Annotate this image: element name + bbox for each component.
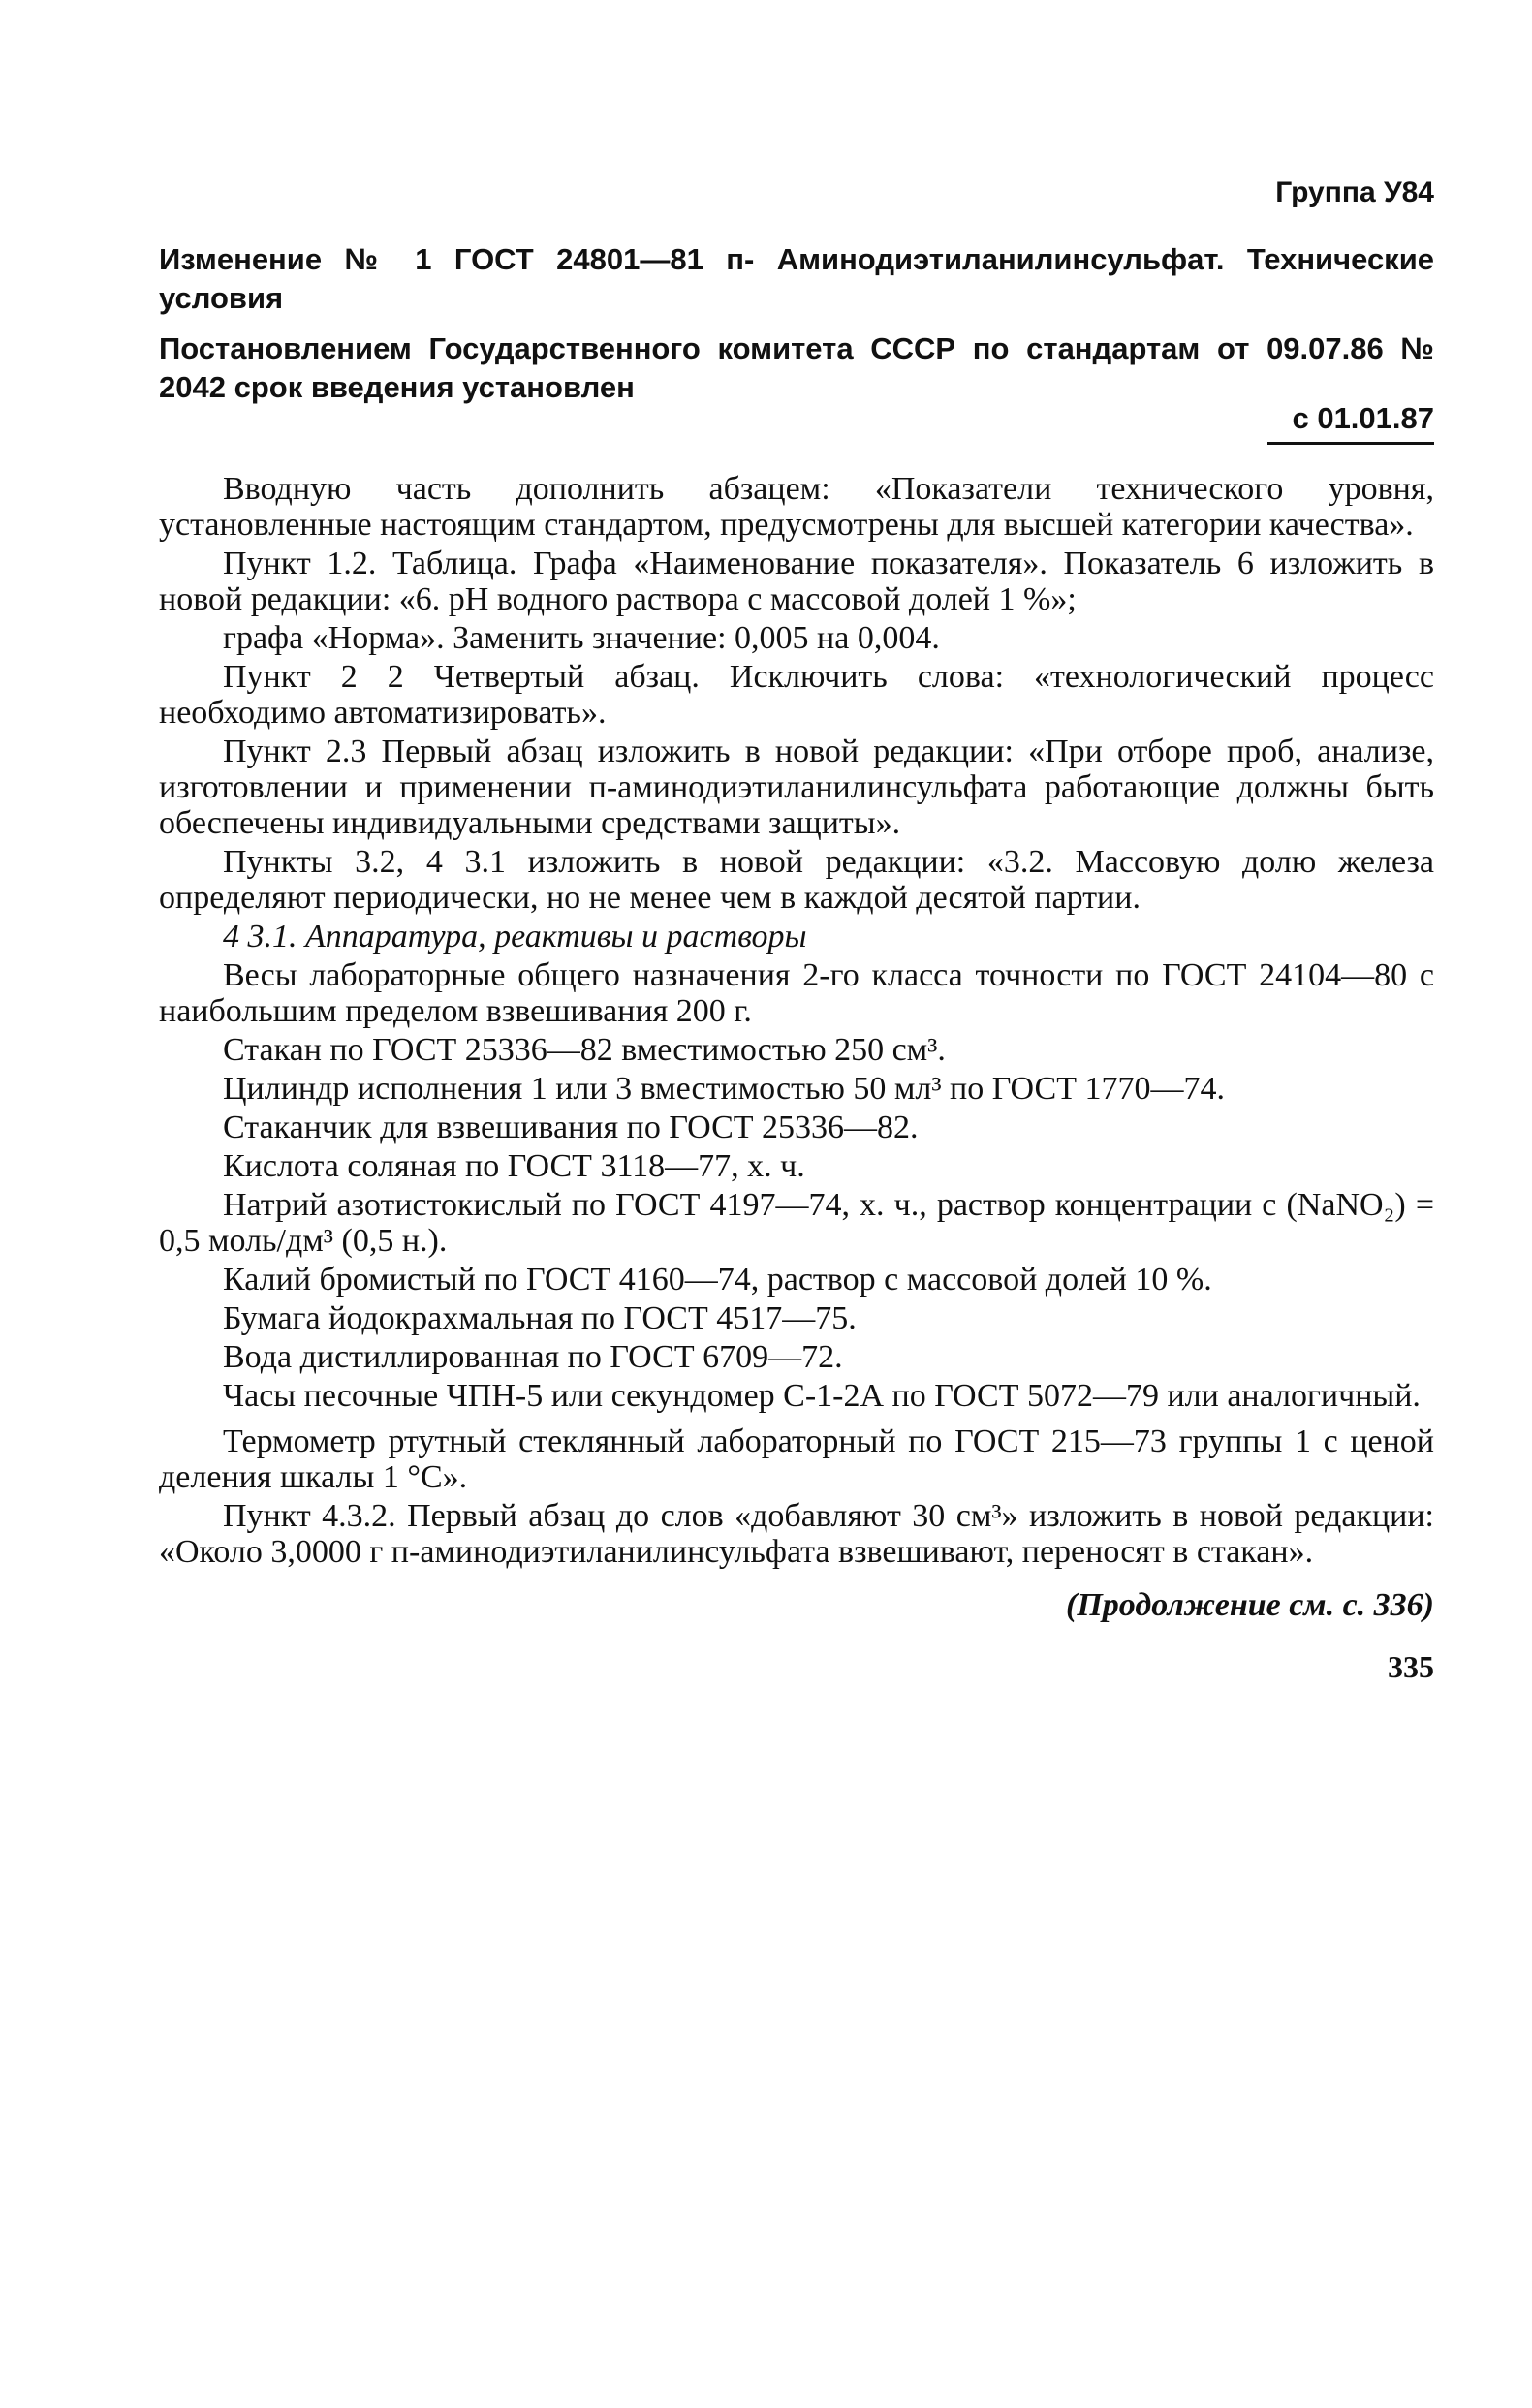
paragraph-1-2: Пункт 1.2. Таблица. Графа «Наименование показателя». Показатель 6 изложить в новой редакции: «6. pH водного раствора с массовой долей 1 %»; bbox=[159, 546, 1434, 617]
group-code: Группа У84 bbox=[1275, 176, 1434, 208]
list-item-starch-paper: Бумага йодокрахмальная по ГОСТ 4517—75. bbox=[223, 1300, 857, 1336]
paragraph-intro: Вводную часть дополнить абзацем: «Показатели технического уровня, установленные настоящим стандартом, предусмотрены для высшей категории качества». bbox=[159, 471, 1434, 543]
page-number: 335 bbox=[1388, 1649, 1434, 1684]
list-item-potassium-bromide: Калий бромистый по ГОСТ 4160—74, раствор с массовой долей 10 %. bbox=[223, 1262, 1212, 1298]
list-item-hydrochloric-acid: Кислота соляная по ГОСТ 3118—77, х. ч. bbox=[223, 1148, 805, 1184]
list-item-thermometer: Термометр ртутный стеклянный лабораторный по ГОСТ 215—73 группы 1 с ценой деления шкалы 1 °С». bbox=[159, 1423, 1434, 1495]
list-item-cylinder: Цилиндр исполнения 1 или 3 вместимостью 50 мл³ по ГОСТ 1770—74. bbox=[223, 1071, 1225, 1107]
paragraph-3-2: Пункты 3.2, 4 3.1 изложить в новой редакции: «3.2. Массовую долю железа определяют периодически, но не менее чем в каждой десятой партии. bbox=[159, 844, 1434, 916]
amendment-body bbox=[159, 471, 1434, 1573]
list-item-distilled-water: Вода дистиллированная по ГОСТ 6709—72. bbox=[223, 1339, 843, 1375]
list-item-sodium-nitrite: Натрий азотистокислый по ГОСТ 4197—74, х. ч., раствор концентрации c (NaNO₂) = 0,5 моль/дм³ (0,5 н.). bbox=[159, 1187, 1434, 1259]
effective-date: с 01.01.87 bbox=[1292, 401, 1434, 435]
list-item-beaker: Стакан по ГОСТ 25336—82 вместимостью 250 см³. bbox=[223, 1032, 946, 1068]
paragraph-4-3-1-heading: 4 3.1. Аппаратура, реактивы и растворы bbox=[223, 919, 807, 954]
effective-date-underline bbox=[1267, 442, 1434, 445]
paragraph-4-3-2: Пункт 4.3.2. Первый абзац до слов «добавляют 30 см³» изложить в новой редакции: «Около 3,0000 г п-аминодиэтиланилинсульфата взвешивают, переносят в стакан». bbox=[159, 1498, 1434, 1570]
paragraph-2-3: Пункт 2.3 Первый абзац изложить в новой редакции: «При отборе проб, анализе, изготовлении и применении п-аминодиэтиланилинсульфата работающие должны быть обеспечены индивидуальными средствами защиты». bbox=[159, 734, 1434, 841]
continuation-note: (Продолжение см. с. 336) bbox=[1066, 1587, 1434, 1623]
paragraph-2-2: Пункт 2 2 Четвертый абзац. Исключить слова: «технологический процесс необходимо автоматизировать». bbox=[159, 659, 1434, 731]
list-item-weighing-cup: Стаканчик для взвешивания по ГОСТ 25336—82. bbox=[223, 1110, 919, 1145]
list-item-scales: Весы лабораторные общего назначения 2-го класса точности по ГОСТ 24104—80 с наибольшим пределом взвешивания 200 г. bbox=[159, 957, 1434, 1029]
amendment-title: Изменение № 1 ГОСТ 24801—81 п- Аминодиэтиланилинсульфат. Технические условия bbox=[159, 242, 1434, 315]
list-item-timer: Часы песочные ЧПН-5 или секундомер С-1-2А по ГОСТ 5072—79 или аналогичный. bbox=[223, 1378, 1421, 1414]
resolution-text: Постановлением Государственного комитета СССР по стандартам от 09.07.86 № 2042 срок введения установлен bbox=[159, 331, 1434, 404]
paragraph-norma: графа «Норма». Заменить значение: 0,005 на 0,004. bbox=[223, 620, 940, 656]
